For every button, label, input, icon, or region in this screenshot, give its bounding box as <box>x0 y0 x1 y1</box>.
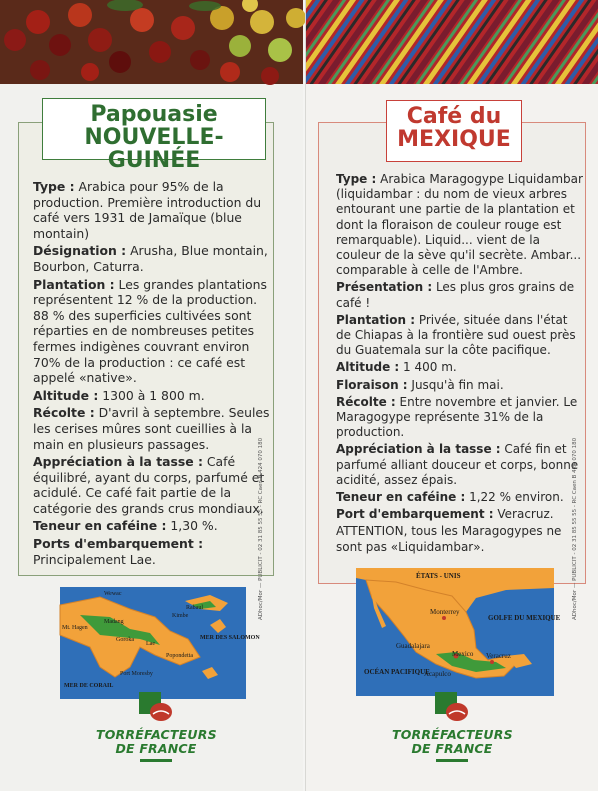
papua-recolte-paragraph: Récolte : D'avril à septembre. Seules les cerises mûres sont cueillies à la main en plusieurs passages. <box>33 405 270 452</box>
logo-line2: DE FRANCE <box>411 741 493 756</box>
map-label-ocean: OCÉAN PACIFIQUE <box>364 668 430 676</box>
logo-underline <box>436 759 468 762</box>
mexico-port-paragraph: Port d'embarquement : Veracruz. <box>336 507 554 522</box>
mexico-title-line2: MEXIQUE <box>397 127 511 153</box>
map-label-rabaul: Rabaul <box>186 605 203 611</box>
mexico-type-paragraph: Type : Arabica Maragogype Liquidambar (liquidambar : du nom de vieux arbres entourant une partie de la plantation et dont la floraison de couleur rouge est remarquable). Liquid... vient de la couleur de la sève qu'il secrète. Ambar... comparable à celle de l'Ambre. <box>336 172 583 278</box>
map-label-kimbe: Kimbe <box>172 613 189 619</box>
logo-line1: TORRÉFACTEURS <box>96 727 217 742</box>
papua-cafeine-paragraph: Teneur en caféine : 1,30 %. <box>33 518 218 534</box>
coffee-cherries-photo <box>0 0 303 84</box>
mexico-card-panel <box>305 0 598 791</box>
papua-map <box>60 587 260 699</box>
papua-appreciation-paragraph: Appréciation à la tasse : Café équilibré, ayant du corps, parfumé et acidulé. Ce café fait partie de la catégorie des grands crus mondiaux. <box>33 454 265 516</box>
mexico-title-box <box>386 100 522 162</box>
woven-textile-photo <box>306 0 598 84</box>
map-label-mer-corail: MER DE CORAIL <box>64 683 114 689</box>
map-label-mt-hagen: Mt. Hagen <box>62 625 88 631</box>
mexico-recolte-paragraph: Récolte : Entre novembre et janvier. Le Maragogype représente 31% de la production. <box>336 394 578 440</box>
mexico-floraison-paragraph: Floraison : Jusqu'à fin mai. <box>336 377 504 392</box>
map-label-wewac: Wewac <box>104 591 122 597</box>
mexico-description <box>336 172 584 557</box>
mexico-cafeine-paragraph: Teneur en caféine : 1,22 % environ. <box>336 490 564 505</box>
map-label-mer-salomon: MER DES SALOMON <box>200 635 260 641</box>
papua-type-paragraph: Type : Arabica pour 95% de la production. Première introduction du café vers 1931 de Jamaïque (blue montain) <box>33 179 262 241</box>
map-label-madang: Madang <box>104 619 124 625</box>
map-label-mexico: Mexico <box>452 650 474 658</box>
logo-line2: DE FRANCE <box>115 741 197 756</box>
map-label-veracruz: Veracruz <box>486 652 511 660</box>
map-label-port-moresby: Port Moresby <box>120 671 153 677</box>
bean-emblem-icon <box>137 690 175 724</box>
papua-designation-paragraph: Désignation : Arusha, Blue montain, Bourbon, Caturra. <box>33 243 268 274</box>
map-label-popondetta: Popondetta <box>166 653 193 659</box>
map-label-acapulco: Acapulco <box>424 670 451 678</box>
papua-plantation-paragraph: Plantation : Les grandes plantations représentent 12 % de la production. 88 % des superficies cultivées sont réparties en de nombreuses petites fermes indigènes couvrant environ 70% de la production : ce café est appelé «native». <box>33 276 267 386</box>
papua-title-line2: NOUVELLE-GUINÉE <box>84 125 224 174</box>
papua-ports-paragraph: Ports d'embarquement : Principalement Lae. <box>33 536 204 567</box>
papua-title-line1: Papouasie <box>90 102 218 127</box>
printer-credit-right: ADhoc/Mor — PUBLICIT - 02 31 85 55 55 - RC Caen B 424 070 180 <box>572 437 578 620</box>
mexico-presentation-paragraph: Présentation : Les plus gros grains de café ! <box>336 280 575 310</box>
torrefacteurs-logo-right <box>392 690 512 762</box>
mexico-title-line1: Café du <box>406 104 502 129</box>
mexico-appreciation-paragraph: Appréciation à la tasse : Café fin et parfumé alliant douceur et corps, bonne acidité, assez épais. <box>336 442 579 487</box>
mexico-plantation-paragraph: Plantation : Privée, située dans l'état de Chiapas à la frontière sud ouest près du Guatemala sur la côte pacifique. <box>336 312 576 358</box>
mexico-map <box>356 568 561 696</box>
map-label-goroka: Goroka <box>116 637 134 643</box>
map-label-lae: Lae <box>146 641 155 647</box>
mexico-altitude-paragraph: Altitude : 1 400 m. <box>336 360 457 375</box>
papua-description <box>33 179 271 569</box>
papua-altitude-paragraph: Altitude : 1300 à 1 800 m. <box>33 387 205 403</box>
torrefacteurs-logo-left <box>96 690 216 762</box>
map-label-monterrey: Monterrey <box>430 608 460 616</box>
logo-line1: TORRÉFACTEURS <box>392 727 513 742</box>
papua-title-box <box>42 98 266 174</box>
bean-emblem-icon <box>433 690 471 724</box>
mexico-attention-paragraph: ATTENTION, tous les Maragogypes ne sont pas «Liquidambar». <box>336 524 562 554</box>
printer-credit-left: ADhoc/Mor — PUBLICIT - 02 31 85 55 55 - RC Caen B 424 070 180 <box>258 437 264 620</box>
map-label-guadalajara: Guadalajara <box>396 642 430 650</box>
map-label-golfe: GOLFE DU MEXIQUE <box>488 614 561 622</box>
map-label-etats-unis: ÉTATS - UNIS <box>416 572 461 580</box>
logo-underline <box>140 759 172 762</box>
